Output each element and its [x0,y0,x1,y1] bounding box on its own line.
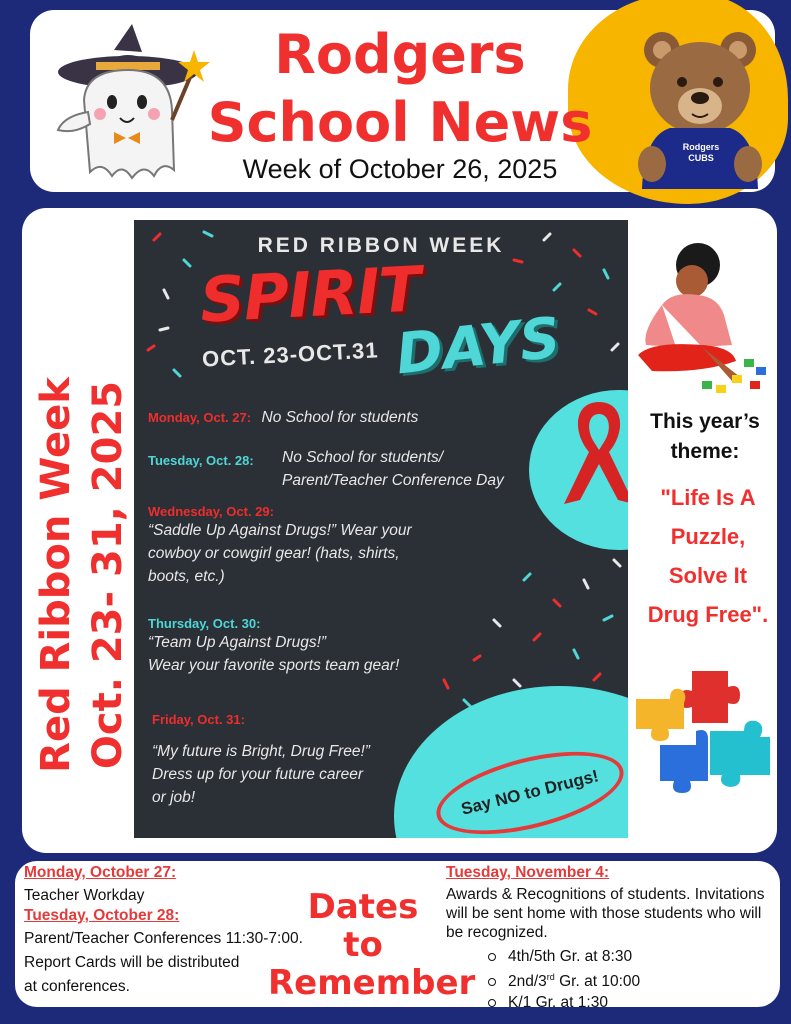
newsletter-title-line1: Rodgers [274,23,526,86]
newsletter-title-line2: School News [207,91,593,154]
mascot-shirt-line1: Rodgers [682,142,720,152]
time-item-text: K/1 Gr. at 1:30 [508,994,608,1012]
thursday-text-line2: Wear your favorite sports team gear! [148,657,400,674]
theme-text-line4: Drug Free". [647,602,769,627]
time-item [488,992,640,1013]
theme-text-line2: Puzzle, [670,524,746,549]
mascot-shirt-line2: CUBS [688,153,714,163]
bullet-icon [488,978,496,986]
oct28-heading: Tuesday, October 28: [24,907,180,924]
oct28-text-line1: Parent/Teacher Conferences 11:30-7:00. [24,930,303,947]
oct27-text: Teacher Workday [24,887,145,904]
red-ribbon-icon [554,392,628,512]
nov4-text-line3: be recognized. [446,924,548,941]
schedule-monday [148,406,418,429]
monday-label: Monday, Oct. 27: [148,410,252,425]
puzzle-pieces-icon [630,665,775,805]
days-word: DAYS [393,305,564,388]
theme-label-line1: This year’s [650,410,760,433]
monday-text: No School for students [261,409,419,426]
oct27-heading: Monday, October 27: [24,864,177,881]
time-item [488,967,640,992]
nov4-text-line1: Awards & Recognitions of students. Invitations [446,886,765,903]
mascot-shirt-text [676,142,726,164]
time-item-text: 4th/5th Gr. at 8:30 [508,948,633,965]
dates-title-line1: Dates [307,887,419,927]
schedule-friday [152,712,245,727]
week-date: Week of October 26, 2025 [242,154,558,184]
schedule-tuesday [148,452,254,470]
wednesday-text-line2: cowboy or cowgirl gear! (hats, shirts, [148,545,400,562]
dates-right-column [446,864,776,942]
spirit-days-flyer [134,220,628,838]
bear-mascot-icon [630,24,770,189]
child-playing-puzzle-icon [632,235,777,400]
flyer-heading: RED RIBBON WEEK [257,234,505,257]
thursday-label: Thursday, Oct. 30: [148,616,261,631]
spirit-word: SPIRIT [198,252,423,337]
thursday-text-line1: “Team Up Against Drugs!” [148,634,327,651]
recognition-times-list [488,946,640,1013]
time-item-sup: rd [546,972,555,982]
tuesday-label: Tuesday, Oct. 28: [148,453,254,468]
tuesday-text [282,446,504,492]
theme-text [628,478,788,634]
friday-text-line2: Dress up for your future career [152,766,364,783]
oct28-text-line3: at conferences. [24,978,130,995]
dates-title-line2: to [343,925,383,965]
theme-label-line2: theme: [670,440,740,463]
schedule-thursday [148,616,399,677]
dates-title-line3: Remember [268,963,476,1003]
time-item [488,946,640,967]
flyer-date-range: OCT. 23-OCT.31 [201,337,380,372]
friday-text-line1: “My future is Bright, Drug Free!” [152,743,370,760]
wednesday-text-line1: “Saddle Up Against Drugs!” Wear your [148,522,412,539]
say-no-to-drugs-stamp: Say NO to Drugs! [428,736,628,838]
friday-text [152,740,370,809]
nov4-text-line2: will be sent home with those students who will [446,905,762,922]
ghost-wizard-icon [44,20,214,190]
theme-label [640,407,770,467]
red-ribbon-week-vertical-title [30,235,150,915]
tuesday-text-line1: No School for students/ [282,449,444,466]
friday-label: Friday, Oct. 31: [152,712,245,727]
oct28-text-line2: Report Cards will be distributed [24,954,240,971]
time-item-prefix: 2nd/3 [508,973,547,991]
bullet-icon [488,999,496,1007]
friday-text-line3: or job! [152,789,196,806]
time-item-text: Gr. at 10:00 [559,973,641,991]
theme-text-line1: "Life Is A [660,485,756,510]
schedule-wednesday [148,504,412,588]
bullet-icon [488,953,496,961]
nov4-heading: Tuesday, November 4: [446,864,610,881]
dates-to-remember-title [268,887,476,1003]
wednesday-text-line3: boots, etc.) [148,568,225,585]
side-title-line1: Red Ribbon Week [33,377,79,773]
side-title-line2: Oct. 23- 31, 2025 [85,380,131,770]
wednesday-label: Wednesday, Oct. 29: [148,504,274,519]
tuesday-text-line2: Parent/Teacher Conference Day [282,472,504,489]
theme-text-line3: Solve It [668,563,748,588]
